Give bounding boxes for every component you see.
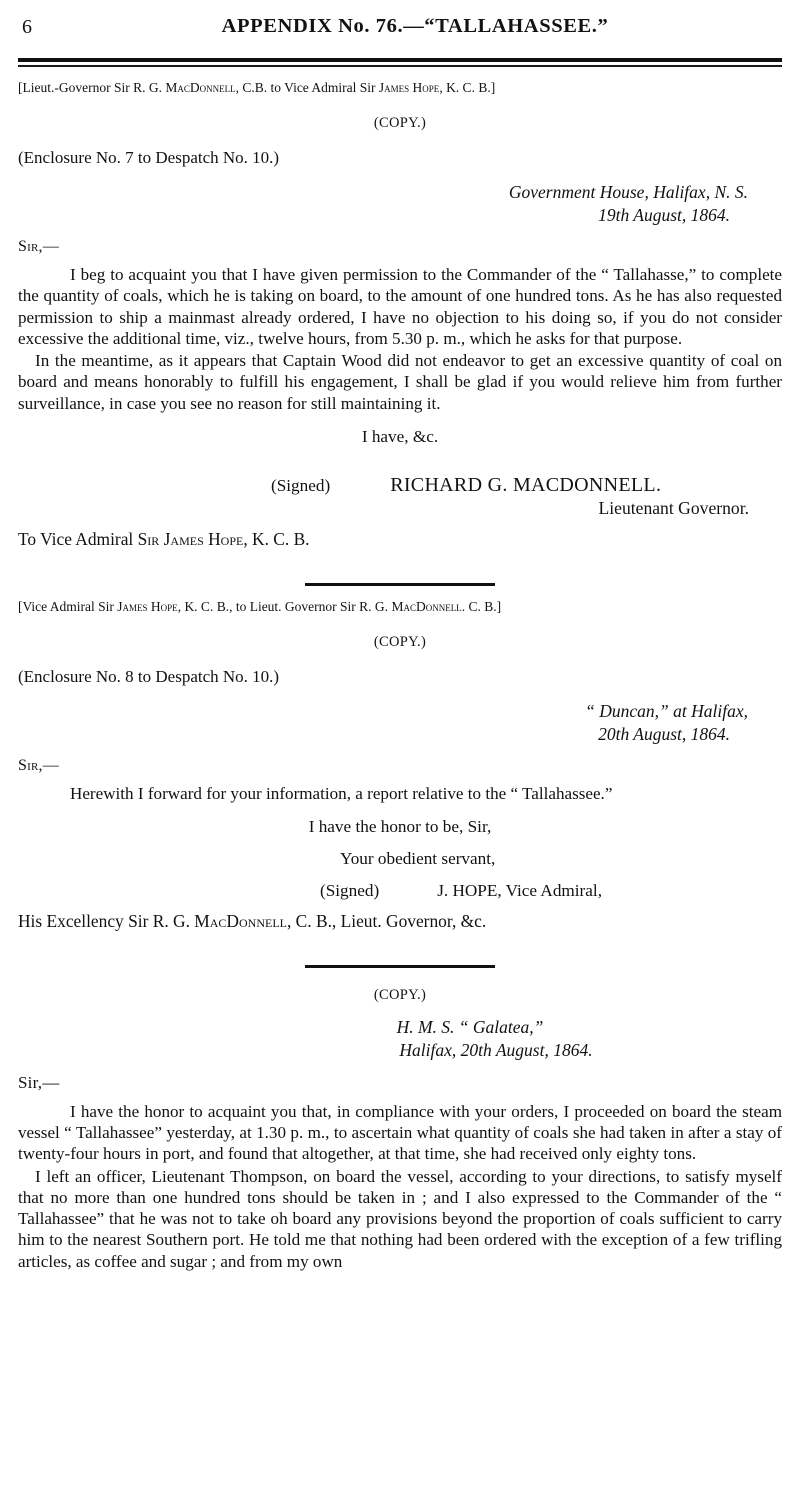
letter-2-signature-name: J. HOPE, Vice Admiral, <box>437 880 602 900</box>
letter-2-closing-1: I have the honor to be, Sir, <box>308 816 492 836</box>
attribution-suffix: . C. B.] <box>461 598 502 614</box>
attribution-middle: , K. C. B., to Lieut. Governor Sir R. G. <box>177 598 392 614</box>
letter-2-paragraph-1: Herewith I forward for your information, a report relative to the “ Tallahassee.” <box>70 783 613 803</box>
letter-1-paragraph-1: I beg to acquaint you that I have given permission to the Commander of the “ Tallahasse,” to complete the quantity of coals, which he is taking on board, to the amount of one hundred tons. As he has also requested permission to ship a mainmast already ordered, I have no objection to his doing so, if you do not consider excessive the additional time, viz., twelve hours, from 5.30 p. m., which he asks for that purpose. <box>18 265 782 348</box>
running-title: APPENDIX No. 76.—“TALLAHASSEE.” <box>221 15 609 37</box>
letter-1-closing: I have, &c. <box>361 427 439 447</box>
attribution-name-hope: James Hope <box>117 598 178 614</box>
letter-3-paragraph-1: I have the honor to acquaint you that, in compliance with your orders, I proceeded on board the steam vessel “ Tallahassee” yesterday, at 1.30 p. m., to ascertain what quantity of coals she had taken in after a stay of twenty-four hours in port, and found that altogether, at that time, she had received only eighty tons. <box>18 1101 782 1164</box>
letter-1-place: Government House, Halifax, N. S. <box>508 181 748 202</box>
addressee-suffix: , K. C. B. <box>243 529 310 550</box>
letter-3-copy-label: (COPY.) <box>373 986 427 1003</box>
letter-3-place-date: Halifax, 20th August, 1864. <box>399 1039 593 1060</box>
addressee-name: Sir James Hope <box>137 529 244 550</box>
letter-3-salutation: Sir,— <box>18 1072 60 1092</box>
letter-1-copy-label: (COPY.) <box>373 115 427 132</box>
letter-1-salutation: Sir,— <box>18 238 59 256</box>
letter-1-date: 19th August, 1864. <box>598 204 730 225</box>
letter-2-closing-2: Your obedient servant, <box>340 848 496 868</box>
letter-2-attribution <box>18 599 782 615</box>
attribution-prefix: [Lieut.-Governor Sir R. G. <box>18 80 166 95</box>
header-double-rule <box>18 58 782 67</box>
letter-2-copy-label: (COPY.) <box>373 633 427 650</box>
letter-1-signature-name: RICHARD G. MACDONNELL. <box>390 474 662 497</box>
letter-2-signature-row <box>18 881 782 901</box>
letter-1 <box>18 80 782 550</box>
letter-2-salutation: Sir,— <box>18 756 59 774</box>
letter-1-signature-title: Lieutenant Governor. <box>598 498 749 519</box>
letter-2-enclosure: (Enclosure No. 8 to Despatch No. 10.) <box>18 666 280 686</box>
document-body <box>18 80 782 1272</box>
letter-3-ship: H. M. S. “ Galatea,” <box>396 1016 544 1037</box>
letter-1-signed-label: (Signed) <box>271 476 331 496</box>
letter-2-addressee <box>18 911 782 932</box>
letter-1-addressee <box>18 529 782 550</box>
letter-3-dateline <box>18 1016 782 1062</box>
letter-1-paragraph-2: In the meantime, as it appears that Captain Wood did not endeavor to get an excessive quantity of coal on board and means honorably to fulfill his engagement, I shall be glad if you would relieve him from further surveillance, in case you see no reason for still maintaining it. <box>18 351 782 413</box>
letter-2-date: 20th August, 1864. <box>598 723 730 744</box>
letter-2-dateline <box>18 700 782 746</box>
letter-3-paragraph-2: I left an officer, Lieutenant Thompson, on board the vessel, according to your directions, to satisfy myself that no more than one hundred tons should be taken in ; and I also expressed to the Commander of the “ Tallahassee” that he was not to take oh board any provisions beyond the proportion of coals sufficient to carry him to the nearest Southern port. He told me that nothing had been ordered with the exception of a few trifling articles, as coffee and sugar ; and from my own <box>18 1166 782 1271</box>
letter-1-dateline <box>18 181 782 227</box>
addressee-suffix: , C. B., Lieut. Governor, &c. <box>286 910 487 931</box>
section-separator-rule-2 <box>305 965 495 968</box>
attribution-suffix: , K. C. B.] <box>439 80 496 95</box>
attribution-name-macdonnell: MacDonnell <box>391 598 462 614</box>
page-number: 6 <box>22 16 32 38</box>
letter-2-place: “ Duncan,” at Halifax, <box>585 700 748 721</box>
addressee-prefix: To Vice Admiral <box>18 529 138 550</box>
letter-1-attribution <box>18 80 782 96</box>
attribution-name-hope: James Hope <box>378 80 440 95</box>
addressee-name: MacDonnell <box>194 910 287 931</box>
running-head <box>18 0 782 52</box>
attribution-name-macdonnell: MacDonnell <box>165 80 236 95</box>
attribution-prefix: [Vice Admiral Sir <box>18 598 118 614</box>
letter-1-signature-row <box>18 474 782 497</box>
letter-2 <box>18 599 782 932</box>
attribution-middle: , C.B. to Vice Admiral Sir <box>235 80 379 95</box>
section-separator-rule-1 <box>305 583 495 586</box>
letter-2-signed-label: (Signed) <box>320 880 380 900</box>
addressee-prefix: His Excellency Sir R. G. <box>18 910 195 931</box>
letter-3 <box>18 987 782 1272</box>
letter-1-enclosure: (Enclosure No. 7 to Despatch No. 10.) <box>18 148 280 168</box>
